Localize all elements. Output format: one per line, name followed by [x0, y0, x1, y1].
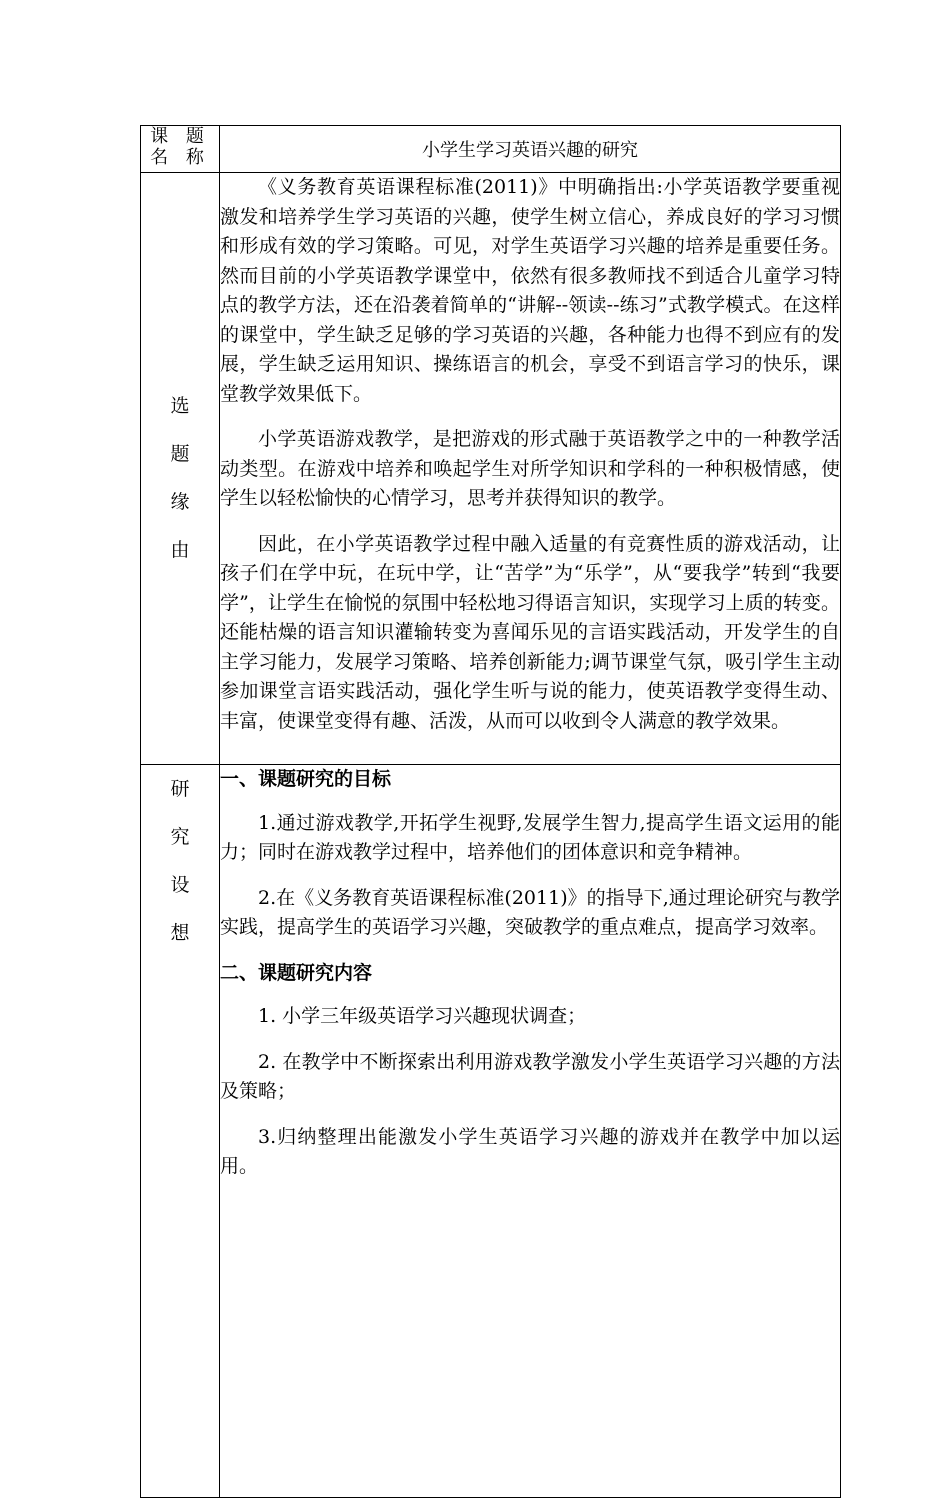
reason-label-cell	[141, 173, 220, 765]
reason-label-char-2: 题	[170, 443, 190, 465]
goals-heading: 一、课题研究的目标	[220, 768, 392, 790]
design-label-char-1: 研	[170, 778, 190, 800]
design-label-char-2: 究	[170, 826, 190, 848]
reason-row	[141, 173, 841, 765]
reason-label-char-1: 选	[170, 395, 190, 417]
topic-title: 小学生学习英语兴趣的研究	[220, 126, 841, 173]
title-label-cell	[141, 126, 220, 173]
design-content	[220, 765, 841, 1498]
content-item-1: 1. 小学三年级英语学习兴趣现状调查；	[258, 1005, 587, 1027]
design-label-cell	[141, 765, 220, 1498]
reason-paragraph-1: 《义务教育英语课程标准(2011)》中明确指出:小学英语教学要重视激发和培养学生学习英语的兴趣，使学生树立信心，养成良好的学习习惯和形成有效的学习策略。可见，对学生英语学习兴趣的培养是重要任务。然而目前的小学英语教学课堂中，依然有很多教师找不到适合儿童学习特点的教学方法，还在沿袭着简单的“讲解--领读--练习”式教学模式。在这样的课堂中，学生缺乏足够的学习英语的兴趣，各种能力也得不到应有的发展，学生缺乏运用知识、操练语言的机会，享受不到语言学习的快乐，课堂教学效果低下。	[220, 176, 840, 405]
reason-label-char-4: 由	[170, 539, 190, 561]
proposal-table	[140, 125, 841, 1498]
content-item-3: 3.归纳整理出能激发小学生英语学习兴趣的游戏并在教学中加以运用。	[220, 1125, 840, 1177]
design-row	[141, 765, 841, 1498]
title-label-line-1: 课 题	[150, 126, 210, 147]
design-label-char-3: 设	[170, 874, 190, 896]
reason-paragraph-2: 小学英语游戏教学，是把游戏的形式融于英语教学之中的一种教学活动类型。在游戏中培养和唤起学生对所学知识和学科的一种积极情感，使学生以轻松愉快的心情学习，思考并获得知识的教学。	[220, 428, 840, 509]
title-label-line-2: 名 称	[150, 147, 210, 168]
reason-label	[141, 382, 219, 574]
goal-2: 2.在《义务教育英语课程标准(2011)》的指导下,通过理论研究与教学实践，提高学生的英语学习兴趣，突破教学的重点难点，提高学习效率。	[220, 886, 840, 938]
goal-1: 1.通过游戏教学,开拓学生视野,发展学生智力,提高学生语文运用的能力；同时在游戏教学过程中，培养他们的团体意识和竞争精神。	[220, 811, 840, 863]
design-label-char-4: 想	[170, 922, 190, 944]
design-label	[141, 765, 219, 957]
reason-label-char-3: 缘	[170, 491, 190, 513]
title-row	[141, 126, 841, 173]
reason-content	[220, 173, 841, 765]
content-item-2: 2. 在教学中不断探索出利用游戏教学激发小学生英语学习兴趣的方法及策略；	[220, 1050, 840, 1102]
reason-paragraph-3: 因此，在小学英语教学过程中融入适量的有竞赛性质的游戏活动，让孩子们在学中玩，在玩中学，让“苦学”为“乐学”，从“要我学”转到“我要学”，让学生在愉悦的氛围中轻松地习得语言知识，实现学习上质的转变。还能枯燥的语言知识灌输转变为喜闻乐见的言语实践活动，开发学生的自主学习能力，发展学习策略、培养创新能力;调节课堂气氛，吸引学生主动参加课堂言语实践活动，强化学生听与说的能力，使英语教学变得生动、丰富，使课堂变得有趣、活泼，从而可以收到令人满意的教学效果。	[220, 532, 840, 732]
contents-heading: 二、课题研究内容	[220, 961, 373, 984]
